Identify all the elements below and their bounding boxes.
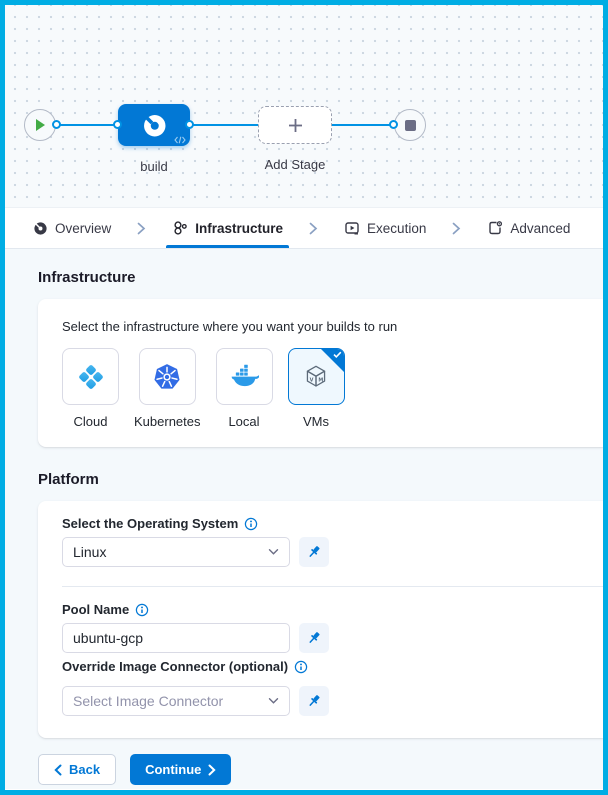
chevron-right-icon [452, 222, 461, 235]
plus-icon [288, 118, 303, 133]
pipeline-end-node[interactable] [394, 109, 426, 141]
docker-icon [229, 362, 259, 392]
chevron-down-icon [268, 697, 279, 705]
os-field-label-text: Select the Operating System [62, 516, 239, 531]
infrastructure-options [62, 348, 579, 429]
chevron-right-icon [137, 222, 146, 235]
option-label: Local [228, 414, 260, 429]
infrastructure-tab-panel [5, 249, 603, 789]
stage-node-build[interactable] [118, 104, 190, 146]
option-local-tile[interactable] [216, 348, 273, 405]
image-connector-fixed-value-pin-button[interactable] [299, 686, 329, 716]
chevron-down-icon [268, 548, 279, 556]
add-stage-label: Add Stage [264, 157, 326, 172]
option-vms [288, 348, 345, 429]
ci-build-icon [33, 221, 48, 236]
execution-icon [344, 220, 360, 236]
stage-config-tabbar [5, 208, 603, 249]
port-dot[interactable] [113, 120, 122, 129]
info-icon[interactable] [135, 603, 149, 617]
wizard-footer [38, 754, 603, 785]
image-connector-placeholder: Select Image Connector [73, 693, 224, 709]
add-stage-button[interactable] [258, 106, 332, 144]
ci-build-icon [141, 112, 167, 138]
image-connector-select[interactable] [62, 686, 290, 716]
stop-icon [405, 120, 416, 131]
infrastructure-prompt: Select the infrastructure where you want your builds to run [62, 319, 398, 334]
pin-icon [306, 544, 322, 560]
svg-text:V: V [309, 377, 314, 384]
port-dot[interactable] [52, 120, 61, 129]
code-glyph-icon [174, 136, 186, 144]
os-field-label [62, 516, 579, 531]
platform-heading: Platform [38, 471, 99, 488]
pool-field-label [62, 602, 579, 617]
image-connector-label-text: Override Image Connector (optional) [62, 659, 289, 674]
pool-field-label-text: Pool Name [62, 602, 130, 617]
chevron-left-icon [54, 764, 62, 776]
option-label: VMs [303, 414, 329, 429]
os-select-value: Linux [73, 544, 107, 560]
option-label: Kubernetes [134, 414, 201, 429]
port-dot[interactable] [389, 120, 398, 129]
tab-label: Advanced [510, 220, 571, 236]
pin-icon [306, 693, 322, 709]
advanced-icon [487, 220, 503, 236]
tab-execution[interactable] [338, 208, 432, 248]
platform-card [38, 501, 603, 738]
tab-label: Execution [367, 220, 427, 236]
port-dot[interactable] [185, 120, 194, 129]
back-button-label: Back [69, 762, 101, 777]
os-select[interactable] [62, 537, 290, 567]
kubernetes-icon [152, 362, 182, 392]
stage-label: build [140, 159, 168, 174]
pin-icon [306, 630, 322, 646]
tab-advanced[interactable] [481, 208, 576, 248]
infrastructure-card [38, 299, 603, 447]
option-kubernetes-tile[interactable] [139, 348, 196, 405]
check-icon [333, 351, 342, 359]
pool-name-input[interactable] [62, 623, 290, 653]
continue-button-label: Continue [145, 762, 202, 777]
tab-label: Overview [55, 220, 112, 236]
os-fixed-value-pin-button[interactable] [299, 537, 329, 567]
pipeline-canvas[interactable] [5, 5, 603, 208]
svg-text:M: M [318, 377, 324, 384]
divider [62, 586, 603, 587]
image-connector-field-label [62, 659, 579, 674]
infrastructure-icon [172, 220, 188, 236]
option-label: Cloud [73, 414, 108, 429]
cloud-icon [76, 362, 106, 392]
pool-fixed-value-pin-button[interactable] [299, 623, 329, 653]
info-icon[interactable] [244, 517, 258, 531]
option-kubernetes [134, 348, 201, 429]
edge-stage-to-addstage [190, 124, 258, 126]
option-cloud-tile[interactable] [62, 348, 119, 405]
back-button[interactable] [38, 754, 116, 785]
chevron-right-icon [309, 222, 318, 235]
option-vms-tile[interactable] [288, 348, 345, 405]
tab-label: Infrastructure [195, 220, 284, 236]
info-icon[interactable] [294, 660, 308, 674]
continue-button[interactable] [130, 754, 231, 785]
infrastructure-heading: Infrastructure [38, 269, 136, 286]
option-cloud [62, 348, 119, 429]
play-icon [34, 118, 46, 132]
tab-infrastructure[interactable] [166, 208, 289, 248]
option-local [216, 348, 273, 429]
tab-overview[interactable] [27, 208, 117, 248]
chevron-right-icon [208, 764, 216, 776]
